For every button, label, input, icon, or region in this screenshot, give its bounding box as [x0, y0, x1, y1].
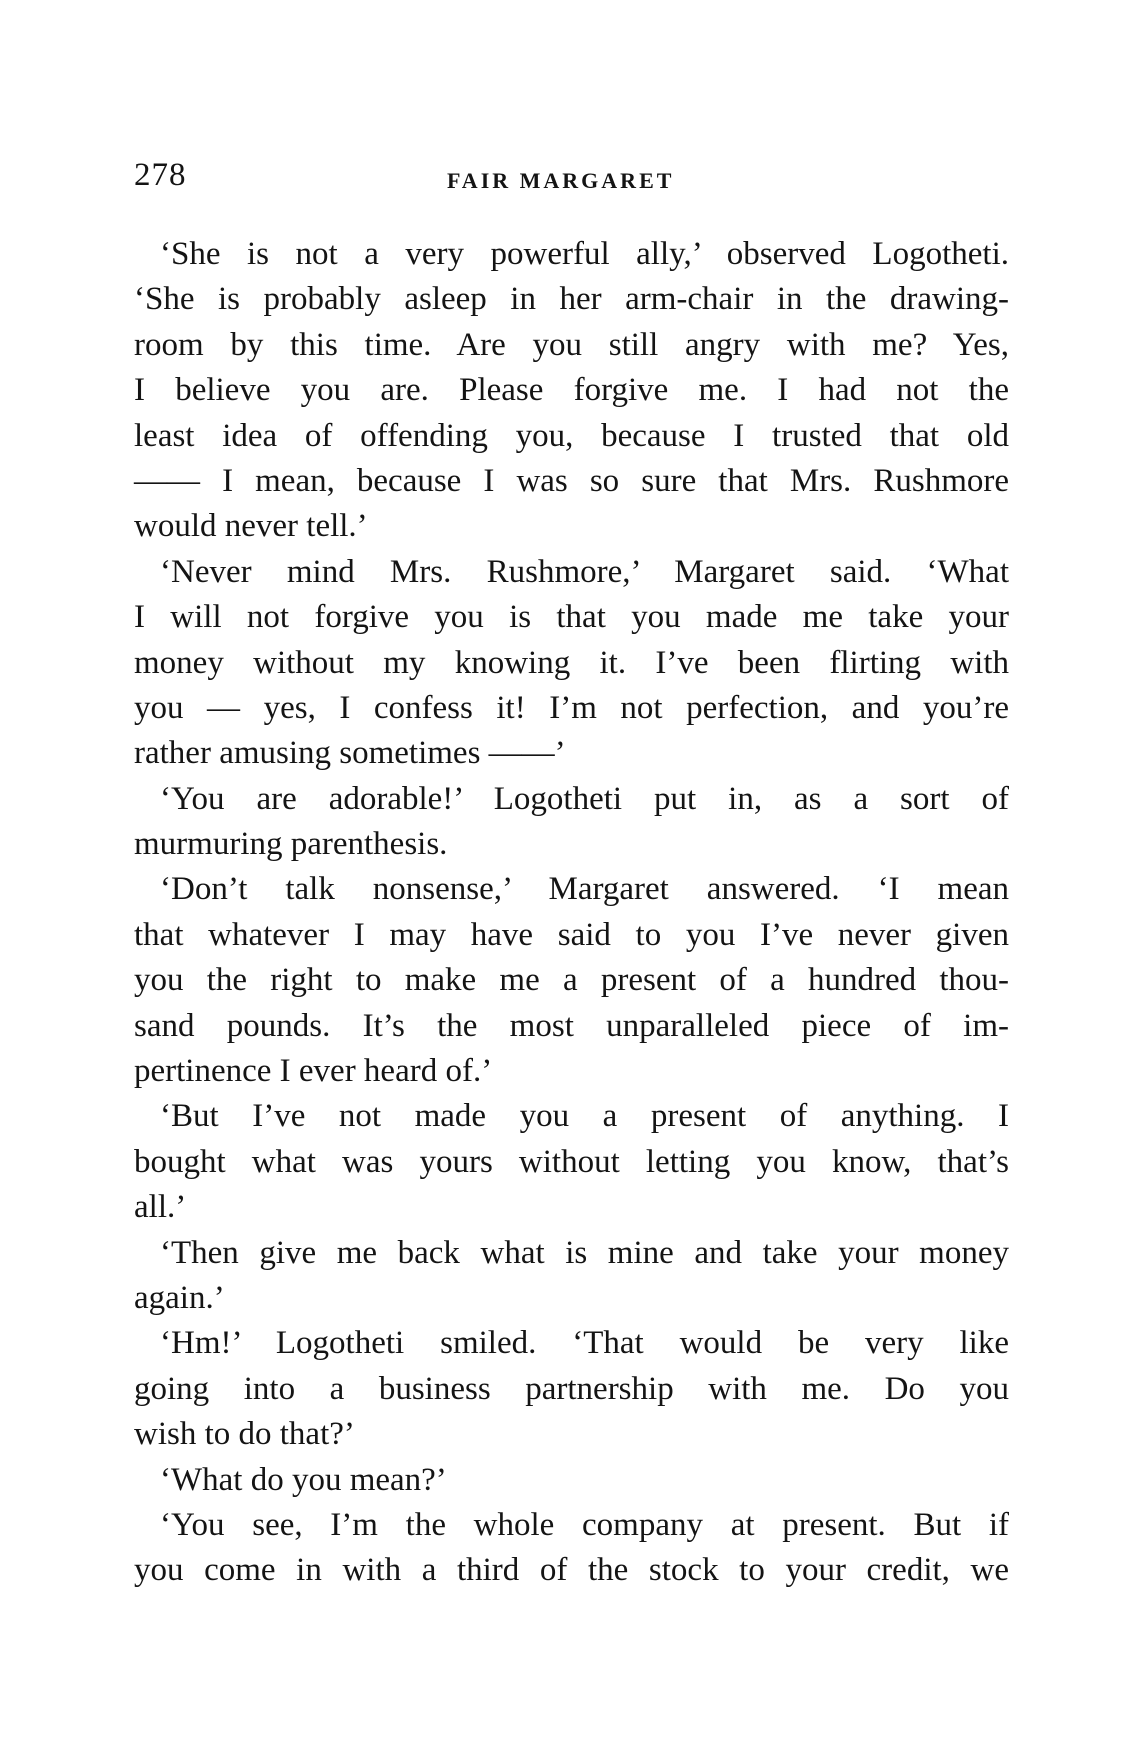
text-line: you come in with a third of the stock to your credit, we [134, 1552, 1009, 1589]
text-line: rather amusing sometimes ——’ [134, 735, 566, 772]
text-line: sand pounds. It’s the most unparalleled piece of im- [134, 1007, 1009, 1044]
text-line: ‘You see, I’m the whole company at present. But if [160, 1506, 1009, 1543]
text-line: going into a business partnership with me. Do you [134, 1370, 1009, 1407]
text-line: would never tell.’ [134, 508, 368, 545]
text-line: ‘Then give me back what is mine and take your money [160, 1234, 1009, 1271]
text-line: wish to do that?’ [134, 1416, 355, 1453]
text-line: ‘Hm!’ Logotheti smiled. ‘That would be very like [160, 1325, 1009, 1362]
text-line: ‘Never mind Mrs. Rushmore,’ Margaret said. ‘What [160, 553, 1009, 590]
text-line: I believe you are. Please forgive me. I had not the [134, 372, 1009, 409]
text-line: that whatever I may have said to you I’ve never given [134, 916, 1009, 953]
text-line: ‘But I’ve not made you a present of anything. I [160, 1098, 1009, 1135]
text-line: I will not forgive you is that you made me take your [134, 599, 1009, 636]
text-line: bought what was yours without letting you know, that’s [134, 1143, 1009, 1180]
text-line: —— I mean, because I was so sure that Mrs. Rushmore [134, 462, 1009, 499]
text-line: ‘What do you mean?’ [160, 1461, 447, 1498]
text-line: least idea of offending you, because I trusted that old [134, 417, 1009, 454]
page-header [134, 155, 1009, 205]
running-head: FAIR MARGARET [447, 168, 675, 193]
text-line: pertinence I ever heard of.’ [134, 1053, 493, 1090]
text-line: room by this time. Are you still angry with me? Yes, [134, 326, 1009, 363]
text-line: ‘Don’t talk nonsense,’ Margaret answered. ‘I mean [160, 871, 1009, 908]
text-line: ‘She is not a very powerful ally,’ observed Logotheti. [160, 236, 1009, 272]
text-line: murmuring parenthesis. [134, 826, 448, 863]
text-line: you the right to make me a present of a hundred thou- [134, 962, 1009, 999]
text-line: ‘She is probably asleep in her arm-chair in the drawing- [134, 281, 1009, 318]
text-line: all.’ [134, 1189, 187, 1226]
text-line: ‘You are adorable!’ Logotheti put in, as a sort of [160, 780, 1009, 817]
text-line: money without my knowing it. I’ve been flirting with [134, 644, 1009, 681]
page-number: 278 [134, 157, 187, 193]
text-line: again.’ [134, 1279, 225, 1316]
text-line: you — yes, I confess it! I’m not perfection, and you’re [134, 689, 1009, 726]
body-text [134, 232, 1009, 1594]
